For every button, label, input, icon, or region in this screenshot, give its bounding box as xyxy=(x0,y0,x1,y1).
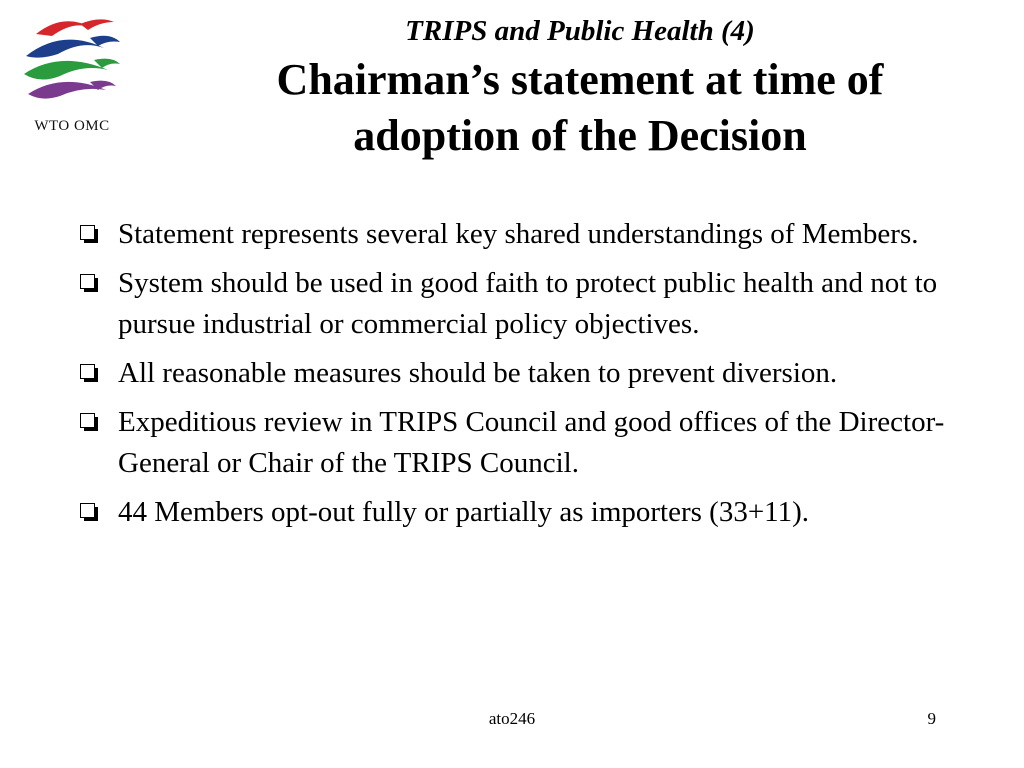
bullet-item xyxy=(78,353,958,394)
bullet-text: Expeditious review in TRIPS Council and good offices of the Director-General or Chair of the TRIPS Council. xyxy=(118,406,945,479)
bullet-item xyxy=(78,214,958,255)
wto-logo-icon xyxy=(22,14,122,112)
wto-logo xyxy=(14,14,130,138)
checkbox-bullet-icon xyxy=(80,364,97,381)
slide-subtitle: TRIPS and Public Health (4) xyxy=(405,15,755,47)
checkbox-bullet-icon xyxy=(80,274,97,291)
checkbox-bullet-icon xyxy=(80,413,97,430)
checkbox-bullet-icon xyxy=(80,503,97,520)
slide-title xyxy=(150,52,1010,164)
page-number: 9 xyxy=(927,709,936,728)
bullet-text: All reasonable measures should be taken to prevent diversion. xyxy=(118,357,838,389)
bullet-text: 44 Members opt-out fully or partially as importers (33+11). xyxy=(118,496,810,528)
bullet-item xyxy=(78,263,958,345)
bullet-list xyxy=(78,214,958,541)
bullet-text: System should be used in good faith to protect public health and not to pursue industrial or commercial policy objectives. xyxy=(118,267,938,340)
title-block xyxy=(150,12,1010,164)
checkbox-bullet-icon xyxy=(80,225,97,242)
logo-text: WTO OMC xyxy=(34,118,110,134)
slide-title-line2: adoption of the Decision xyxy=(353,111,807,160)
slide-title-line1: Chairman’s statement at time of xyxy=(276,55,884,104)
bullet-item xyxy=(78,492,958,533)
bullet-text: Statement represents several key shared understandings of Members. xyxy=(118,218,919,250)
bullet-item xyxy=(78,402,958,484)
footer-label: ato246 xyxy=(488,709,536,728)
